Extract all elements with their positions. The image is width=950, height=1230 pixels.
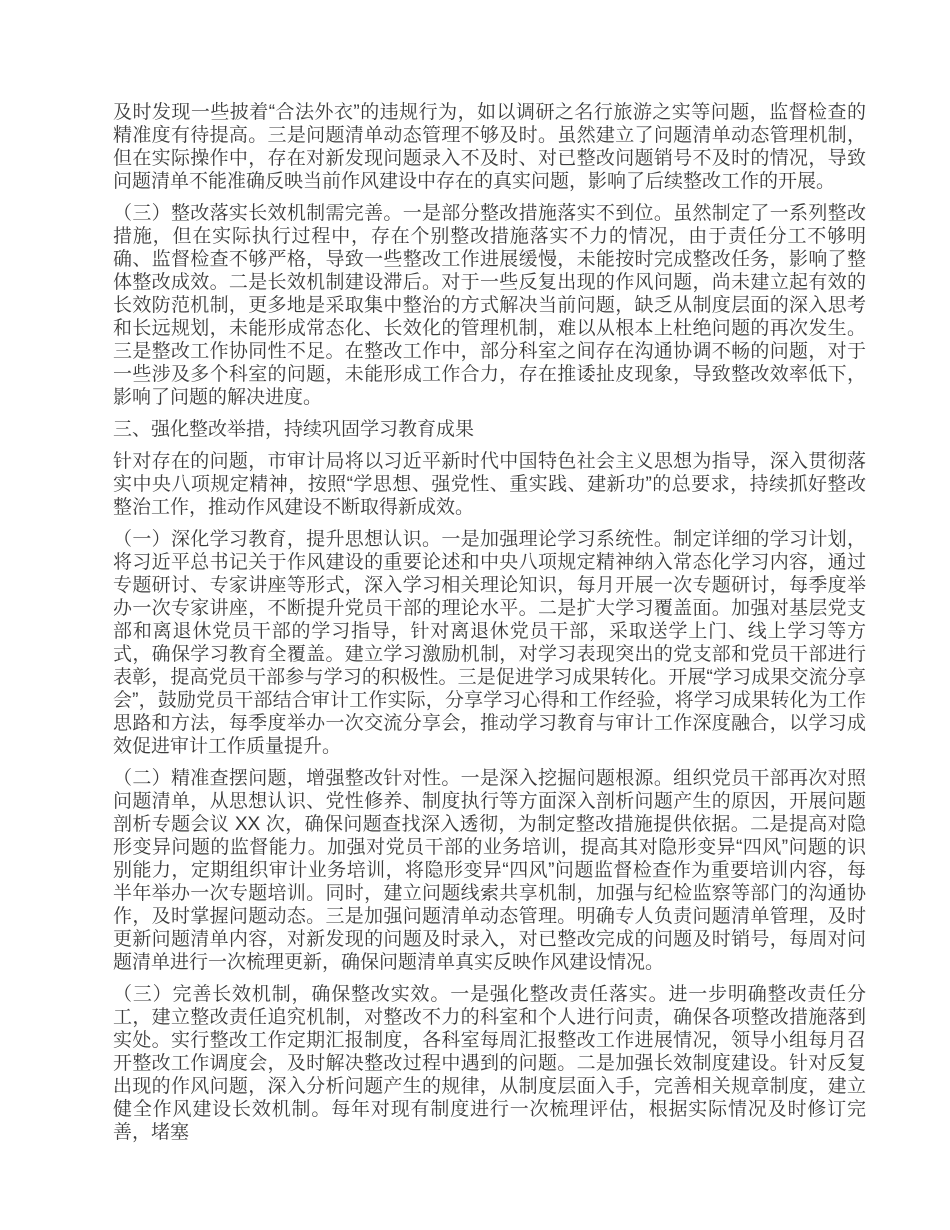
- paragraph-item-3-long-term-mechanism: （三）完善长效机制，确保整改实效。一是强化整改责任落实。进一步明确整改责任分工，建立整改责任追究机制，对整改不力的科室和个人进行问责，确保各项整改措施落到实处。实行整改工作定期汇报制度，各科室每周汇报整改工作进展情况，领导小组每月召开整改工作调度会，及时解决整改过程中遇到的问题。二是加强长效制度建设。针对反复出现的作风问题，深入分析问题产生的规律，从制度层面入手，完善相关规章制度，建立健全作风建设长效机制。每年对现有制度进行一次梳理评估，根据实际情况及时修订完善，堵塞: [113, 984, 866, 1143]
- paragraph-item-1-deepen-learning: （一）深化学习教育，提升思想认识。一是加强理论学习系统性。制定详细的学习计划，将习近平总书记关于作风建设的重要论述和中央八项规定精神纳入常态化学习内容，通过专题研讨、专家讲座等形式，深入学习相关理论知识，每月开展一次专题研讨，每季度举办一次专家讲座，不断提升党员干部的理论水平。二是扩大学习覆盖面。加强对基层党支部和离退休党员干部的学习指导，针对离退休党员干部，采取送学上门、线上学习等方式，确保学习教育全覆盖。建立学习激励机制，对学习表现突出的党支部和党员干部进行表彰，提高党员干部参与学习的积极性。三是促进学习成果转化。开展“学习成果交流分享会”，鼓励党员干部结合审计工作实际，分享学习心得和工作经验，将学习成果转化为工作思路和方法，每季度举办一次交流分享会，推动学习教育与审计工作深度融合，以学习成效促进审计工作质量提升。: [113, 529, 866, 757]
- section-heading-3: 三、强化整改举措，持续巩固学习教育成果: [113, 419, 475, 440]
- paragraph-item-2-identify-problems: （二）精准查摆问题，增强整改针对性。一是深入挖掘问题根源。组织党员干部再次对照问题清单，从思想认识、党性修养、制度执行等方面深入剖析问题产生的原因，开展问题剖析专题会议 XX 次，确保问题查找深入透彻，为制定整改措施提供依据。二是提高对隐形变异问题的监督能力。加强对党员干部的业务培训，提高其对隐形变异“四风”问题的识别能力，定期组织审计业务培训，将隐形变异“四风”问题监督检查作为重要培训内容，每半年举办一次专题培训。同时，建立问题线索共享机制，加强与纪检监察等部门的沟通协作，及时掌握问题动态。三是加强问题清单动态管理。明确专人负责问题清单管理，及时更新问题清单内容，对新发现的问题及时录入，对已整改完成的问题及时销号，每周对问题清单进行一次梳理更新，确保问题清单真实反映作风建设情况。: [113, 768, 866, 973]
- paragraph-supervision-issues: 及时发现一些披着“合法外衣”的违规行为，如以调研之名行旅游之实等问题，监督检查的精准度有待提高。三是问题清单动态管理不够及时。虽然建立了问题清单动态管理机制，但在实际操作中，存在对新发现问题录入不及时、对已整改问题销号不及时的情况，导致问题清单不能准确反映当前作风建设中存在的真实问题，影响了后续整改工作的开展。: [113, 102, 866, 192]
- paragraph-guiding-principles: 针对存在的问题，市审计局将以习近平新时代中国特色社会主义思想为指导，深入贯彻落实中央八项规定精神，按照“学思想、强党性、重实践、建新功”的总要求，持续抓好整改整治工作，推动作风建设不断取得新成效。: [113, 451, 866, 518]
- paragraph-rectification-mechanism: （三）整改落实长效机制需完善。一是部分整改措施落实不到位。虽然制定了一系列整改措施，但在实际执行过程中，存在个别整改措施落实不力的情况，由于责任分工不够明确、监督检查不够严格，导致一些整改工作进展缓慢，未能按时完成整改任务，影响了整体整改成效。二是长效机制建设滞后。对于一些反复出现的作风问题，尚未建立起有效的长效防范机制，更多地是采取集中整治的方式解决当前问题，缺乏从制度层面的深入思考和长远规划，未能形成常态化、长效化的管理机制，难以从根本上杜绝问题的再次发生。三是整改工作协同性不足。在整改工作中，部分科室之间存在沟通协调不畅的问题，对于一些涉及多个科室的问题，未能形成工作合力，存在推诿扯皮现象，导致整改效率低下，影响了问题的解决进度。: [113, 203, 866, 408]
